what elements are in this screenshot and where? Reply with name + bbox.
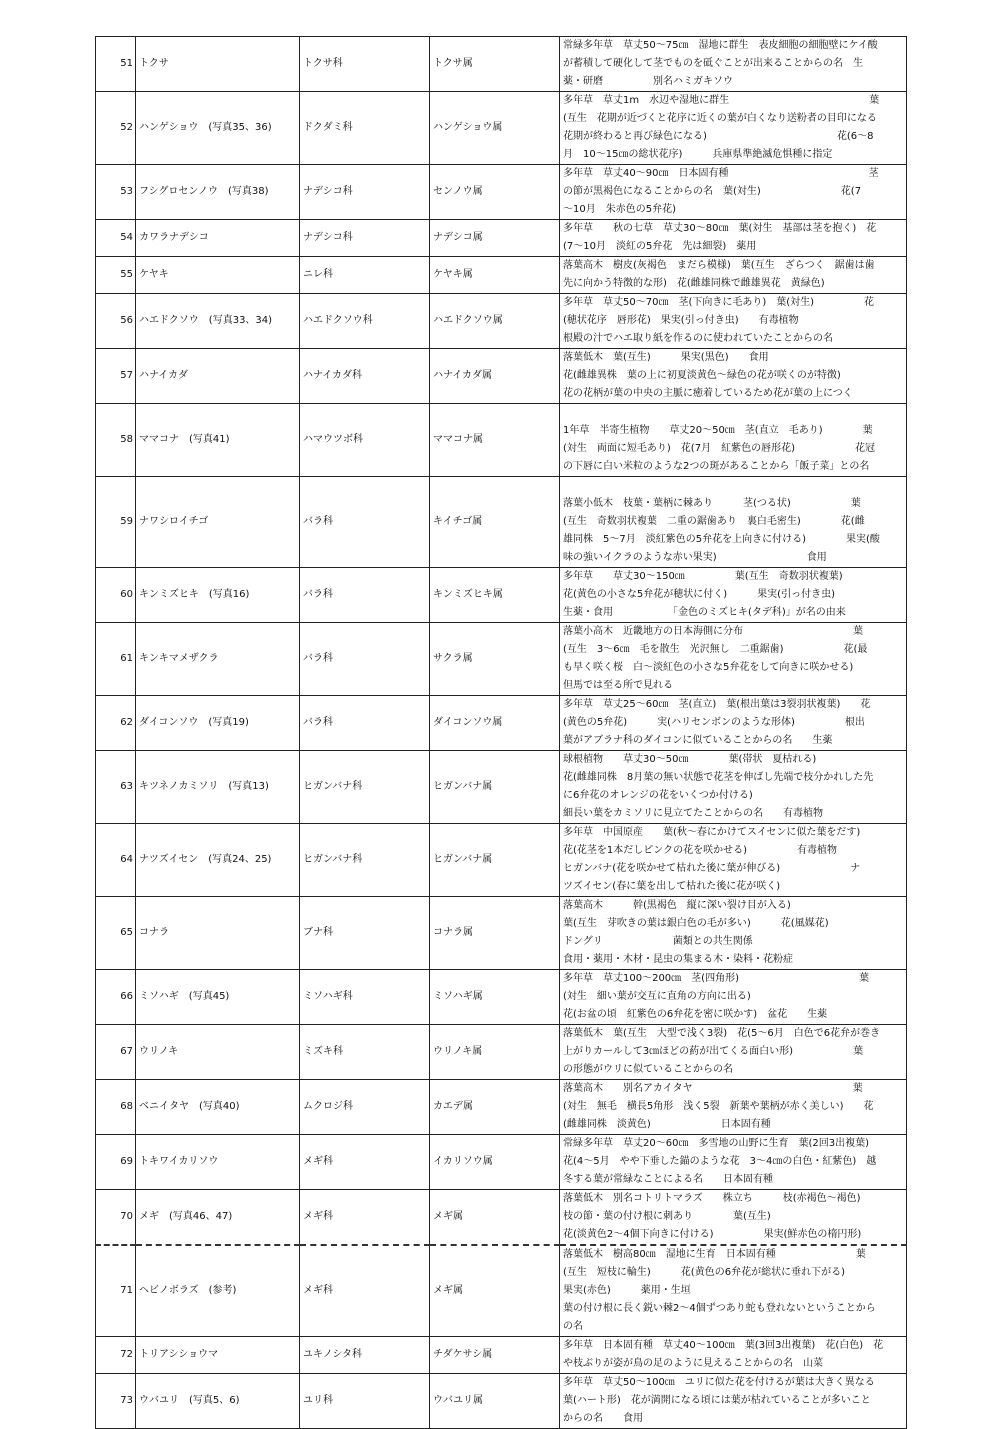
description-line: 花(4～5月 やや下垂した錨のような花 3～4㎝の白色・紅紫色) 越 bbox=[563, 1156, 877, 1167]
description-line: 味の強いイクラのような赤い果実) 食用 bbox=[563, 552, 827, 563]
family-name: ヒガンバナ科 bbox=[300, 824, 430, 897]
family-name: ニレ科 bbox=[300, 257, 430, 294]
description-line: 月 10～15㎝の総状花序) 兵庫県準絶滅危惧種に指定 bbox=[563, 149, 833, 160]
description-line: 花(雌雄同株 8月葉の無い状態で花茎を伸ばし先端で枝分かれした先 bbox=[563, 772, 874, 783]
species-table-body bbox=[96, 37, 907, 1429]
description-line: 落葉低木 葉(互生) 果実(黒色) 食用 bbox=[563, 352, 769, 363]
description-line: 多年草 草丈50～100㎝ ユリに似た花を付けるが葉は大きく異なる bbox=[563, 1377, 875, 1388]
row-number: 63 bbox=[96, 751, 136, 824]
family-name: バラ科 bbox=[300, 696, 430, 751]
table-row bbox=[96, 220, 907, 257]
family-name: メギ科 bbox=[300, 1135, 430, 1190]
description-cell bbox=[560, 349, 907, 404]
row-number: 73 bbox=[96, 1374, 136, 1429]
table-row bbox=[96, 257, 907, 294]
description-line: も早く咲く桜 白～淡紅色の小さな5弁花をして向きに咲かせる) bbox=[563, 662, 854, 673]
family-name: トクサ科 bbox=[300, 37, 430, 92]
description-line: ドングリ 菌類との共生関係 bbox=[563, 936, 753, 947]
description-line: の名 bbox=[563, 1321, 583, 1332]
description-line: 多年草 草丈100～200㎝ 茎(四角形) 葉 bbox=[563, 973, 869, 984]
table-row bbox=[96, 824, 907, 897]
description-cell bbox=[560, 970, 907, 1025]
row-number: 69 bbox=[96, 1135, 136, 1190]
description-line: 花の花柄が葉の中央の主脈に癒着しているため花が葉の上につく bbox=[563, 388, 853, 399]
description-line: 多年草 日本固有種 草丈40～100㎝ 葉(3回3出複葉) 花(白色) 花 bbox=[563, 1340, 884, 1351]
description-line: 多年草 草丈25～60㎝ 茎(直立) 葉(根出葉は3裂羽状複葉) 花 bbox=[563, 699, 871, 710]
species-name: ベニイタヤ (写真40) bbox=[136, 1080, 300, 1135]
row-number: 54 bbox=[96, 220, 136, 257]
row-number: 65 bbox=[96, 897, 136, 970]
table-row bbox=[96, 349, 907, 404]
row-number: 59 bbox=[96, 477, 136, 568]
row-number: 60 bbox=[96, 568, 136, 623]
description-cell bbox=[560, 477, 907, 568]
row-number: 51 bbox=[96, 37, 136, 92]
row-number: 53 bbox=[96, 165, 136, 220]
genus-name: トクサ属 bbox=[430, 37, 560, 92]
family-name: ヒガンバナ科 bbox=[300, 751, 430, 824]
description-line: 球根植物 草丈30～50㎝ 葉(帯状 夏枯れる) bbox=[563, 754, 817, 765]
row-number: 66 bbox=[96, 970, 136, 1025]
description-line: 食用・薬用・木材・昆虫の集まる木・染料・花粉症 bbox=[563, 954, 793, 965]
description-line: 落葉小低木 枝葉・葉柄に棘あり 茎(つる状) 葉 bbox=[563, 498, 861, 509]
description-line: 生薬・食用 「金色のミズヒキ(タデ科)」が名の由来 bbox=[563, 607, 846, 618]
genus-name: メギ属 bbox=[430, 1190, 560, 1246]
description-line: 常緑多年草 草丈50～75㎝ 湿地に群生 表皮細胞の細胞壁にケイ酸 bbox=[563, 40, 878, 51]
description-line: 冬する葉が常緑なことによる名 日本固有種 bbox=[563, 1174, 773, 1185]
description-line: 落葉高木 樹皮(灰褐色 まだら模様) 葉(互生 ざらつく 鋸歯は歯 bbox=[563, 260, 875, 271]
description-line: からの名 食用 bbox=[563, 1413, 643, 1424]
description-cell bbox=[560, 568, 907, 623]
description-line: (雌雄同株 淡黄色) 日本固有種 bbox=[563, 1119, 771, 1130]
description-line: ツズイセン(春に葉を出して枯れた後に花が咲く) bbox=[563, 881, 781, 892]
table-row bbox=[96, 1374, 907, 1429]
table-row bbox=[96, 1245, 907, 1337]
species-sheet bbox=[95, 36, 906, 1429]
table-row bbox=[96, 37, 907, 92]
description-line: 多年草 草丈1m 水辺や湿地に群生 葉 bbox=[563, 95, 880, 106]
species-name: キツネノカミソリ (写真13) bbox=[136, 751, 300, 824]
table-row bbox=[96, 92, 907, 165]
description-line: (対生 無毛 横長5角形 浅く5裂 新葉や葉柄が赤く美しい) 花 bbox=[563, 1101, 874, 1112]
description-cell bbox=[560, 1190, 907, 1246]
species-name: ママコナ (写真41) bbox=[136, 404, 300, 477]
family-name: メギ科 bbox=[300, 1245, 430, 1337]
description-line: 先に向かう特徴的な形) 花(雌雄同株で雌雄異花 黄緑色) bbox=[563, 278, 825, 289]
description-line: (7～10月 淡紅の5弁花 先は細裂) 薬用 bbox=[563, 241, 757, 252]
description-line: 多年草 草丈30～150㎝ 葉(互生 奇数羽状複葉) bbox=[563, 571, 843, 582]
description-line: ヒガンバナ(花を咲かせて枯れた後に葉が伸びる) ナ bbox=[563, 863, 861, 874]
row-number: 58 bbox=[96, 404, 136, 477]
genus-name: センノウ属 bbox=[430, 165, 560, 220]
table-row bbox=[96, 1135, 907, 1190]
species-name: フシグロセンノウ (写真38) bbox=[136, 165, 300, 220]
description-line: 落葉高木 別名アカイタヤ 葉 bbox=[563, 1083, 863, 1094]
species-name: ハエドクソウ (写真33、34) bbox=[136, 294, 300, 349]
description-line: 葉(ハート形) 花が満開になる頃には葉が枯れていることが多いこと bbox=[563, 1395, 871, 1406]
row-number: 71 bbox=[96, 1245, 136, 1337]
species-name: ヘビノボラズ (参考) bbox=[136, 1245, 300, 1337]
description-cell bbox=[560, 165, 907, 220]
family-name: バラ科 bbox=[300, 477, 430, 568]
species-name: ナツズイセン (写真24、25) bbox=[136, 824, 300, 897]
family-name: バラ科 bbox=[300, 623, 430, 696]
genus-name: キンミズヒキ属 bbox=[430, 568, 560, 623]
row-number: 62 bbox=[96, 696, 136, 751]
description-line: 上がりカールして3㎝ほどの葯が出てくる面白い形) 葉 bbox=[563, 1046, 864, 1057]
family-name: メギ科 bbox=[300, 1190, 430, 1246]
description-line: 枝の節・葉の付け根に刺あり 葉(互生) bbox=[563, 1211, 771, 1222]
description-line: 落葉高木 幹(黒褐色 縦に深い裂け目が入る) bbox=[563, 900, 791, 911]
description-line: 果実(赤色) 薬用・生垣 bbox=[563, 1285, 691, 1296]
description-line: 花(お盆の頃 紅紫色の6弁花を密に咲かす) 盆花 生薬 bbox=[563, 1009, 828, 1020]
species-name: トクサ bbox=[136, 37, 300, 92]
genus-name: ナデシコ属 bbox=[430, 220, 560, 257]
row-number: 57 bbox=[96, 349, 136, 404]
description-line bbox=[563, 404, 903, 422]
description-line: (穂状花序 唇形花) 果実(引っ付き虫) 有毒植物 bbox=[563, 315, 799, 326]
description-line: 雄同株 5～7月 淡紅紫色の5弁花を上向きに付ける) 果実(酸 bbox=[563, 534, 880, 545]
species-table bbox=[95, 36, 907, 1429]
genus-name: ハナイカダ属 bbox=[430, 349, 560, 404]
genus-name: チダケサシ属 bbox=[430, 1337, 560, 1374]
description-cell bbox=[560, 824, 907, 897]
description-line: 花(雌雄異株 葉の上に初夏淡黄色～緑色の花が咲くのが特徴) bbox=[563, 370, 841, 381]
row-number: 52 bbox=[96, 92, 136, 165]
description-line: 1年草 半寄生植物 草丈20～50㎝ 茎(直立 毛あり) 葉 bbox=[563, 425, 873, 436]
genus-name: ハンゲショウ属 bbox=[430, 92, 560, 165]
genus-name: キイチゴ属 bbox=[430, 477, 560, 568]
table-row bbox=[96, 1190, 907, 1246]
description-line: 花(黄色の小さな5弁花が穂状に付く) 果実(引っ付き虫) bbox=[563, 589, 835, 600]
description-line: (互生 3～6㎝ 毛を散生 光沢無し 二重鋸歯) 花(最 bbox=[563, 644, 868, 655]
table-row bbox=[96, 568, 907, 623]
species-name: ナワシロイチゴ bbox=[136, 477, 300, 568]
description-line: 落葉低木 葉(互生 大型で浅く3裂) 花(5～6月 白色で6花弁が巻き bbox=[563, 1028, 881, 1039]
species-name: ダイコンソウ (写真19) bbox=[136, 696, 300, 751]
row-number: 70 bbox=[96, 1190, 136, 1246]
family-name: ムクロジ科 bbox=[300, 1080, 430, 1135]
species-name: ハンゲショウ (写真35、36) bbox=[136, 92, 300, 165]
description-line: 落葉小高木 近畿地方の日本海側に分布 葉 bbox=[563, 626, 863, 637]
species-name: カワラナデシコ bbox=[136, 220, 300, 257]
table-row bbox=[96, 751, 907, 824]
description-line: の下唇に白い米粒のような2つの斑があることから「飯子菜」との名 bbox=[563, 461, 870, 472]
genus-name: ヒガンバナ属 bbox=[430, 751, 560, 824]
table-row bbox=[96, 1080, 907, 1135]
family-name: ナデシコ科 bbox=[300, 165, 430, 220]
description-cell bbox=[560, 37, 907, 92]
table-row bbox=[96, 294, 907, 349]
description-line: 花(淡黄色2～4個下向きに付ける) 果実(鮮赤色の楕円形) bbox=[563, 1229, 862, 1240]
family-name: バラ科 bbox=[300, 568, 430, 623]
species-name: キンミズヒキ (写真16) bbox=[136, 568, 300, 623]
genus-name: ダイコンソウ属 bbox=[430, 696, 560, 751]
family-name: ハマウツボ科 bbox=[300, 404, 430, 477]
description-cell bbox=[560, 751, 907, 824]
row-number: 55 bbox=[96, 257, 136, 294]
species-name: トキワイカリソウ bbox=[136, 1135, 300, 1190]
species-name: ケヤキ bbox=[136, 257, 300, 294]
description-line: (対生 両面に短毛あり) 花(7月 紅紫色の唇形花) 花冠 bbox=[563, 443, 875, 454]
description-line: 葉がアブラナ科のダイコンに似ていることからの名 生薬 bbox=[563, 735, 833, 746]
description-cell bbox=[560, 220, 907, 257]
description-line: ～10月 朱赤色の5弁花) bbox=[563, 204, 676, 215]
description-line: 花(花茎を1本だしピンクの花を咲かせる) 有毒植物 bbox=[563, 845, 837, 856]
family-name: ハエドクソウ科 bbox=[300, 294, 430, 349]
description-line: 細長い葉をカミソリに見立てたことからの名 有毒植物 bbox=[563, 808, 823, 819]
genus-name: カエデ属 bbox=[430, 1080, 560, 1135]
description-line: 多年草 中国原産 葉(秋～春にかけてスイセンに似た葉をだす) bbox=[563, 827, 861, 838]
genus-name: ウバユリ属 bbox=[430, 1374, 560, 1429]
description-line bbox=[563, 477, 903, 495]
table-row bbox=[96, 623, 907, 696]
description-cell bbox=[560, 404, 907, 477]
row-number: 56 bbox=[96, 294, 136, 349]
description-cell bbox=[560, 257, 907, 294]
row-number: 72 bbox=[96, 1337, 136, 1374]
description-line: が蓄積して硬化して茎でものを砥ぐことが出来ることからの名 生 bbox=[563, 58, 863, 69]
genus-name: ハエドクソウ属 bbox=[430, 294, 560, 349]
description-cell bbox=[560, 92, 907, 165]
table-row bbox=[96, 404, 907, 477]
description-line: 常緑多年草 草丈20～60㎝ 多雪地の山野に生育 葉(2回3出複葉) bbox=[563, 1138, 869, 1149]
family-name: ミソハギ科 bbox=[300, 970, 430, 1025]
species-name: ウリノキ bbox=[136, 1025, 300, 1080]
description-cell bbox=[560, 1080, 907, 1135]
family-name: ブナ科 bbox=[300, 897, 430, 970]
description-cell bbox=[560, 1135, 907, 1190]
species-name: ウバユリ (写真5、6) bbox=[136, 1374, 300, 1429]
description-line: の形態がウリに似ていることからの名 bbox=[563, 1064, 733, 1075]
description-line: 葉(互生 芽吹きの葉は銀白色の毛が多い) 花(風媒花) bbox=[563, 918, 829, 929]
species-name: ミソハギ (写真45) bbox=[136, 970, 300, 1025]
genus-name: ミソハギ属 bbox=[430, 970, 560, 1025]
genus-name: ヒガンバナ属 bbox=[430, 824, 560, 897]
table-row bbox=[96, 477, 907, 568]
genus-name: コナラ属 bbox=[430, 897, 560, 970]
description-line: 多年草 草丈40～90㎝ 日本固有種 茎 bbox=[563, 168, 879, 179]
description-line: (対生 細い葉が交互に直角の方向に出る) bbox=[563, 991, 751, 1002]
table-row bbox=[96, 897, 907, 970]
description-line: や枝ぶりが姿が鳥の足のように見えることからの名 山菜 bbox=[563, 1358, 823, 1369]
description-line: 花期が終わると再び緑色になる) 花(6～8 bbox=[563, 131, 874, 142]
family-name: ナデシコ科 bbox=[300, 220, 430, 257]
family-name: ドクダミ科 bbox=[300, 92, 430, 165]
row-number: 61 bbox=[96, 623, 136, 696]
description-cell bbox=[560, 1025, 907, 1080]
genus-name: メギ属 bbox=[430, 1245, 560, 1337]
species-name: キンキマメザクラ bbox=[136, 623, 300, 696]
genus-name: ママコナ属 bbox=[430, 404, 560, 477]
row-number: 67 bbox=[96, 1025, 136, 1080]
description-line: 落葉低木 樹高80㎝ 湿地に生育 日本固有種 葉 bbox=[563, 1249, 866, 1260]
genus-name: ウリノキ属 bbox=[430, 1025, 560, 1080]
description-line: 落葉低木 別名コトリトマラズ 株立ち 枝(赤褐色～褐色) bbox=[563, 1193, 861, 1204]
genus-name: サクラ属 bbox=[430, 623, 560, 696]
row-number: 68 bbox=[96, 1080, 136, 1135]
species-name: メギ (写真46、47) bbox=[136, 1190, 300, 1246]
description-cell bbox=[560, 294, 907, 349]
description-cell bbox=[560, 1245, 907, 1337]
family-name: ユリ科 bbox=[300, 1374, 430, 1429]
genus-name: ケヤキ属 bbox=[430, 257, 560, 294]
description-line: (互生 短枝に輪生) 花(黄色の6弁花が総状に垂れ下がる) bbox=[563, 1267, 845, 1278]
table-row bbox=[96, 165, 907, 220]
description-cell bbox=[560, 1337, 907, 1374]
table-row bbox=[96, 970, 907, 1025]
description-line: (黄色の5弁花) 実(ハリセンボンのような形体) 根出 bbox=[563, 717, 865, 728]
description-cell bbox=[560, 696, 907, 751]
description-line: 根殿の汁でハエ取り紙を作るのに使われていたことからの名 bbox=[563, 333, 833, 344]
description-cell bbox=[560, 623, 907, 696]
description-cell bbox=[560, 897, 907, 970]
table-row bbox=[96, 696, 907, 751]
species-name: コナラ bbox=[136, 897, 300, 970]
description-line: (互生 花期が近づくと花序に近くの葉が白くなり送粉者の目印になる bbox=[563, 113, 877, 124]
family-name: ハナイカダ科 bbox=[300, 349, 430, 404]
description-line: 但馬では至る所で見れる bbox=[563, 680, 673, 691]
family-name: ユキノシタ科 bbox=[300, 1337, 430, 1374]
table-row bbox=[96, 1025, 907, 1080]
row-number: 64 bbox=[96, 824, 136, 897]
species-name: トリアシショウマ bbox=[136, 1337, 300, 1374]
description-line: 葉の付け根に長く鋭い棘2～4個ずつあり蛇も登れないということから bbox=[563, 1303, 876, 1314]
table-row bbox=[96, 1337, 907, 1374]
description-line: 多年草 草丈50～70㎝ 茎(下向きに毛あり) 葉(対生) 花 bbox=[563, 297, 875, 308]
description-line: の節が黒褐色になることからの名 葉(対生) 花(7 bbox=[563, 186, 862, 197]
family-name: ミズキ科 bbox=[300, 1025, 430, 1080]
description-line: 薬・研磨 別名ハミガキソウ bbox=[563, 76, 733, 87]
species-name: ハナイカダ bbox=[136, 349, 300, 404]
description-line: (互生 奇数羽状複葉 二重の鋸歯あり 裏白毛密生) 花(雌 bbox=[563, 516, 865, 527]
description-line: に6弁花のオレンジの花をいくつか付ける) bbox=[563, 790, 753, 801]
description-line: 多年草 秋の七草 草丈30～80㎝ 葉(対生 基部は茎を抱く) 花 bbox=[563, 223, 877, 234]
genus-name: イカリソウ属 bbox=[430, 1135, 560, 1190]
description-cell bbox=[560, 1374, 907, 1429]
